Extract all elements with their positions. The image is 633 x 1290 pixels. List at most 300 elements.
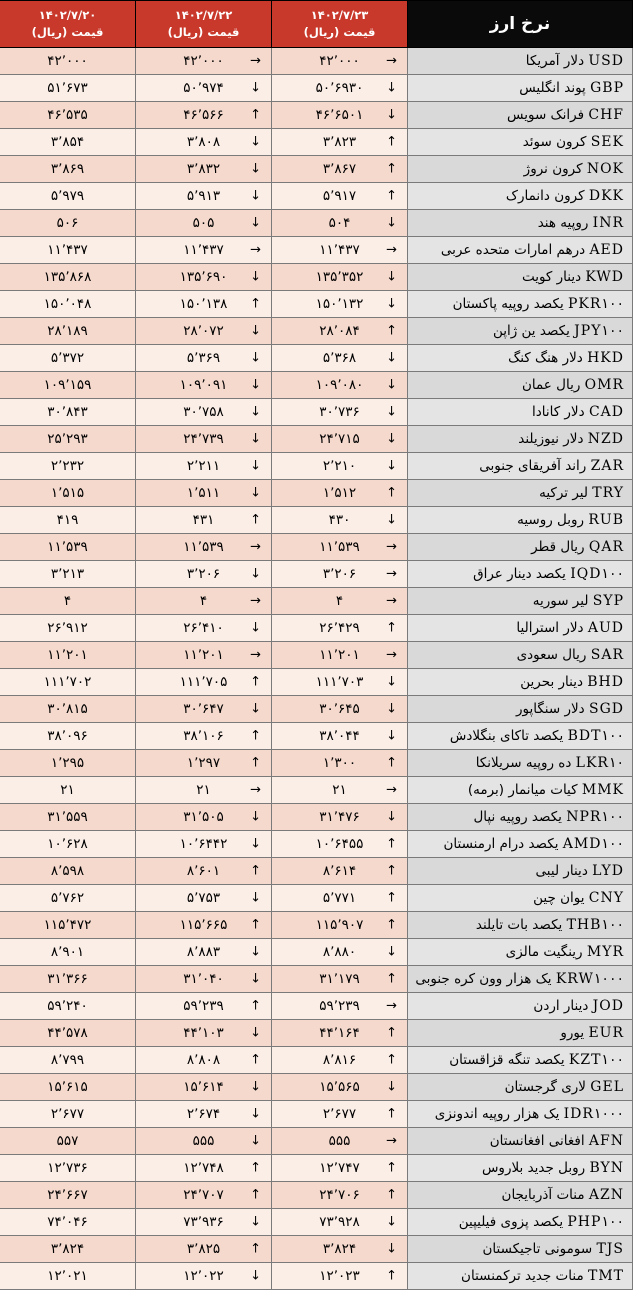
currency-label: منات آذربایجان	[501, 1187, 589, 1203]
rate-cell-day-0	[272, 615, 408, 642]
rate-value: ۱۵٬۶۱۵	[47, 1079, 88, 1095]
currency-code: SEK	[590, 134, 624, 150]
rate-cell-day-0	[272, 912, 408, 939]
trend-arrow-icon: ↓	[386, 80, 397, 96]
currency-label: منات جدید ترکمنستان	[461, 1268, 588, 1284]
table-row	[0, 1236, 633, 1263]
rate-value: ۲۴٬۷۱۵	[319, 431, 360, 447]
rate-value: ۵۹٬۲۴۰	[47, 998, 88, 1014]
trend-arrow-icon: →	[386, 53, 397, 69]
rate-value: ۱۱٬۴۳۷	[183, 242, 224, 258]
rate-cell-day-0	[272, 858, 408, 885]
trend-arrow-icon: ↑	[386, 161, 397, 177]
rate-value: ۵٬۷۷۱	[322, 890, 357, 906]
trend-arrow-icon: ↑	[250, 728, 261, 744]
rate-cell-day-1	[136, 237, 272, 264]
trend-arrow-icon: ↓	[250, 1214, 261, 1230]
trend-arrow-icon: ↑	[386, 863, 397, 879]
rate-value: ۱۱۱٬۷۰۲	[43, 674, 92, 690]
trend-arrow-icon: →	[250, 539, 261, 555]
table-row	[0, 426, 633, 453]
table-row	[0, 669, 633, 696]
rate-cell-day-0	[272, 534, 408, 561]
rate-value: ۳۰٬۸۴۳	[47, 404, 88, 420]
header-day-0-date: ۱۴۰۲/۷/۲۳	[310, 8, 369, 23]
trend-arrow-icon: ↓	[386, 701, 397, 717]
rate-value: ۴۴٬۱۰۳	[183, 1025, 224, 1041]
rate-cell-day-1	[136, 750, 272, 777]
rate-value: ۱۰۹٬۰۸۰	[315, 377, 364, 393]
trend-arrow-icon: ↑	[250, 107, 261, 123]
rate-value: ۲۴٬۶۶۷	[47, 1187, 88, 1203]
table-row	[0, 372, 633, 399]
rate-cell-day-0	[272, 1020, 408, 1047]
rate-cell-day-1	[136, 1101, 272, 1128]
rate-cell-day-1	[136, 426, 272, 453]
table-row	[0, 966, 633, 993]
rate-value: ۲٬۲۳۲	[50, 458, 85, 474]
currency-label: یک هزار روپیه اندونزی	[434, 1106, 564, 1122]
currency-label: روپیه هند	[537, 215, 593, 231]
currency-name-cell	[408, 426, 633, 453]
currency-label: دلار کانادا	[531, 404, 589, 420]
rate-value: ۱۰٬۶۴۵۵	[315, 836, 364, 852]
rate-value: ۵۰۴	[328, 215, 351, 231]
currency-name-cell	[408, 372, 633, 399]
rate-value: ۳٬۸۶۹	[50, 161, 85, 177]
rate-cell-day-0	[272, 210, 408, 237]
trend-arrow-icon: ↑	[386, 1187, 397, 1203]
rate-cell-day-2	[0, 912, 136, 939]
rate-cell-day-2	[0, 345, 136, 372]
trend-arrow-icon: →	[386, 566, 397, 582]
rate-cell-day-0	[272, 1155, 408, 1182]
rate-value: ۳٬۸۰۸	[186, 134, 221, 150]
currency-code: BDT۱۰۰	[567, 728, 624, 744]
currency-name-cell	[408, 588, 633, 615]
trend-arrow-icon: ↓	[250, 161, 261, 177]
rate-cell-day-0	[272, 1074, 408, 1101]
trend-arrow-icon: →	[250, 593, 261, 609]
rate-value: ۳۱٬۵۵۹	[47, 809, 88, 825]
rate-value: ۱۱٬۲۰۱	[319, 647, 360, 663]
rate-cell-day-0	[272, 345, 408, 372]
rate-value: ۸٬۶۱۴	[322, 863, 357, 879]
table-row	[0, 399, 633, 426]
rate-cell-day-1	[136, 102, 272, 129]
rate-cell-day-2	[0, 291, 136, 318]
currency-name-cell	[408, 48, 633, 75]
currency-name-cell	[408, 723, 633, 750]
rate-value: ۴۲٬۰۰۰	[183, 53, 224, 69]
currency-name-cell	[408, 1155, 633, 1182]
rate-cell-day-1	[136, 318, 272, 345]
trend-arrow-icon: ↑	[250, 917, 261, 933]
currency-name-cell	[408, 1182, 633, 1209]
rate-value: ۳٬۸۲۴	[322, 1241, 357, 1257]
trend-arrow-icon: ↓	[250, 458, 261, 474]
rate-value: ۱۲٬۷۴۷	[319, 1160, 360, 1176]
currency-label: کرون دانمارک	[505, 188, 589, 204]
trend-arrow-icon: ↑	[250, 512, 261, 528]
currency-code: SAR	[590, 647, 624, 663]
rate-cell-day-0	[272, 993, 408, 1020]
rate-value: ۱۱۱٬۷۰۳	[315, 674, 364, 690]
rate-cell-day-1	[136, 939, 272, 966]
trend-arrow-icon: ↓	[250, 620, 261, 636]
rate-value: ۸٬۸۰۸	[186, 1052, 221, 1068]
rate-value: ۷۳٬۹۳۶	[183, 1214, 224, 1230]
rate-cell-day-2	[0, 723, 136, 750]
rate-cell-day-2	[0, 264, 136, 291]
table-row	[0, 777, 633, 804]
rate-cell-day-1	[136, 1209, 272, 1236]
trend-arrow-icon: ↑	[386, 1106, 397, 1122]
rate-value: ۸٬۹۰۱	[50, 944, 85, 960]
trend-arrow-icon: →	[386, 242, 397, 258]
currency-code: MMK	[581, 782, 624, 798]
trend-arrow-icon: ↓	[386, 512, 397, 528]
currency-code: EUR	[588, 1025, 624, 1041]
currency-code: SGD	[589, 701, 624, 717]
currency-name-cell	[408, 615, 633, 642]
header-day-1-date: ۱۴۰۲/۷/۲۲	[174, 8, 233, 23]
rate-value: ۲۱	[60, 782, 75, 798]
rate-value: ۲۴٬۷۳۹	[183, 431, 224, 447]
rate-value: ۲۸٬۱۸۹	[47, 323, 88, 339]
table-row	[0, 912, 633, 939]
currency-label: فرانک سویس	[507, 107, 589, 123]
currency-label: کرون نروژ	[523, 161, 587, 177]
rate-cell-day-0	[272, 588, 408, 615]
rate-value: ۴۱۹	[56, 512, 79, 528]
trend-arrow-icon: ↑	[386, 890, 397, 906]
rate-value: ۵٬۹۱۷	[322, 188, 357, 204]
rate-cell-day-2	[0, 615, 136, 642]
rate-cell-day-1	[136, 885, 272, 912]
currency-code: ZAR	[590, 458, 624, 474]
rate-cell-day-1	[136, 1236, 272, 1263]
table-row	[0, 858, 633, 885]
rate-cell-day-0	[272, 507, 408, 534]
rate-cell-day-0	[272, 777, 408, 804]
currency-label: یکصد تنگه قزاقستان	[449, 1052, 569, 1068]
rate-cell-day-0	[272, 642, 408, 669]
currency-name-cell	[408, 399, 633, 426]
trend-arrow-icon: ↑	[386, 1025, 397, 1041]
currency-label: دینار اردن	[533, 998, 593, 1014]
trend-arrow-icon: ↓	[386, 944, 397, 960]
trend-arrow-icon: ↓	[250, 269, 261, 285]
currency-name-cell	[408, 237, 633, 264]
rate-cell-day-2	[0, 102, 136, 129]
rate-cell-day-2	[0, 129, 136, 156]
currency-name-cell	[408, 264, 633, 291]
trend-arrow-icon: ↓	[386, 215, 397, 231]
currency-code: INR	[592, 215, 624, 231]
trend-arrow-icon: ↑	[386, 134, 397, 150]
rate-value: ۳٬۲۰۶	[322, 566, 357, 582]
currency-name-cell	[408, 75, 633, 102]
rate-value: ۳۰٬۶۴۷	[183, 701, 224, 717]
currency-code: AZN	[588, 1187, 624, 1203]
rate-cell-day-1	[136, 696, 272, 723]
rate-cell-day-1	[136, 561, 272, 588]
currency-code: USD	[588, 53, 624, 69]
rate-cell-day-0	[272, 453, 408, 480]
currency-name-cell	[408, 183, 633, 210]
rate-cell-day-0	[272, 318, 408, 345]
table-row	[0, 480, 633, 507]
currency-code: IDR۱۰۰۰	[563, 1106, 624, 1122]
trend-arrow-icon: ↑	[386, 755, 397, 771]
rate-value: ۵۹٬۲۳۹	[183, 998, 224, 1014]
rate-cell-day-0	[272, 885, 408, 912]
currency-name-cell	[408, 453, 633, 480]
currency-label: دلار سنگاپور	[515, 701, 589, 717]
rate-value: ۵۹٬۲۳۹	[319, 998, 360, 1014]
trend-arrow-icon: ↓	[250, 404, 261, 420]
rate-value: ۴۳۱	[192, 512, 215, 528]
rate-value: ۴۶٬۶۵۰۱	[315, 107, 364, 123]
currency-name-cell	[408, 993, 633, 1020]
trend-arrow-icon: ↓	[386, 269, 397, 285]
rate-cell-day-1	[136, 966, 272, 993]
currency-label: دینار لیبی	[535, 863, 593, 879]
rate-value: ۱۱۵٬۹۰۷	[315, 917, 364, 933]
currency-code: HKD	[587, 350, 624, 366]
trend-arrow-icon: ↓	[250, 971, 261, 987]
rate-value: ۱۵٬۶۱۴	[183, 1079, 224, 1095]
currency-code: AED	[589, 242, 624, 258]
currency-label: راند آفریقای جنوبی	[479, 458, 591, 474]
rate-value: ۱۲٬۷۴۸	[183, 1160, 224, 1176]
rate-value: ۱۱۵٬۴۷۲	[43, 917, 92, 933]
rate-value: ۱٬۵۱۵	[50, 485, 85, 501]
table-row	[0, 507, 633, 534]
header-day-0	[272, 1, 408, 48]
currency-label: یکصد روپیه نپال	[473, 809, 567, 825]
currency-name-cell	[408, 102, 633, 129]
rate-cell-day-1	[136, 399, 272, 426]
currency-name-cell	[408, 318, 633, 345]
table-row	[0, 1047, 633, 1074]
trend-arrow-icon: ↓	[250, 836, 261, 852]
table-row	[0, 615, 633, 642]
currency-name-cell	[408, 696, 633, 723]
currency-label: یکصد درام ارمنستان	[443, 836, 563, 852]
rate-cell-day-1	[136, 804, 272, 831]
currency-label: دلار نیوزیلند	[518, 431, 588, 447]
trend-arrow-icon: ↓	[250, 188, 261, 204]
rate-value: ۸٬۵۹۸	[50, 863, 85, 879]
table-row	[0, 291, 633, 318]
rate-value: ۱۵۰٬۰۴۸	[43, 296, 92, 312]
rate-cell-day-0	[272, 102, 408, 129]
rate-cell-day-0	[272, 1047, 408, 1074]
trend-arrow-icon: ↓	[386, 1214, 397, 1230]
rate-cell-day-2	[0, 804, 136, 831]
currency-name-cell	[408, 210, 633, 237]
trend-arrow-icon: →	[386, 539, 397, 555]
currency-code: TMT	[587, 1268, 624, 1284]
currency-label: یکصد تاکای بنگلادش	[449, 728, 568, 744]
rate-cell-day-0	[272, 723, 408, 750]
trend-arrow-icon: →	[386, 1133, 397, 1149]
rate-value: ۳۱٬۰۴۰	[183, 971, 224, 987]
rate-value: ۲٬۶۷۷	[322, 1106, 357, 1122]
trend-arrow-icon: →	[250, 53, 261, 69]
currency-name-cell	[408, 1263, 633, 1290]
rate-cell-day-2	[0, 966, 136, 993]
currency-code: GBP	[590, 80, 624, 96]
currency-name-cell	[408, 129, 633, 156]
rate-value: ۱٬۵۱۲	[322, 485, 357, 501]
currency-label: ریال قطر	[531, 539, 589, 555]
rate-cell-day-0	[272, 669, 408, 696]
currency-label: کرون سوئد	[522, 134, 591, 150]
rate-cell-day-0	[272, 1182, 408, 1209]
trend-arrow-icon: ↓	[250, 566, 261, 582]
rate-value: ۳٬۲۰۶	[186, 566, 221, 582]
header-day-0-label: قیمت (ریال)	[303, 25, 376, 39]
currency-code: MYR	[586, 944, 624, 960]
rate-cell-day-1	[136, 453, 272, 480]
rate-value: ۴	[199, 593, 208, 609]
trend-arrow-icon: ↓	[250, 1025, 261, 1041]
currency-code: IQD۱۰۰	[570, 566, 624, 582]
rate-cell-day-0	[272, 237, 408, 264]
rate-value: ۱۲٬۰۲۱	[47, 1268, 88, 1284]
rate-value: ۱۱٬۵۳۹	[183, 539, 224, 555]
trend-arrow-icon: ↓	[250, 215, 261, 231]
rate-cell-day-0	[272, 129, 408, 156]
currency-name-cell	[408, 1074, 633, 1101]
trend-arrow-icon: ↑	[386, 188, 397, 204]
currency-name-cell	[408, 1020, 633, 1047]
rate-value: ۴	[63, 593, 72, 609]
currency-name-cell	[408, 804, 633, 831]
rate-value: ۵۰۶	[56, 215, 79, 231]
table-row	[0, 1101, 633, 1128]
trend-arrow-icon: ↑	[250, 755, 261, 771]
currency-code: CNY	[588, 890, 624, 906]
rate-cell-day-0	[272, 156, 408, 183]
rate-value: ۳۰٬۸۱۵	[47, 701, 88, 717]
currency-label: افغانی افغانستان	[489, 1133, 589, 1149]
header-day-2	[0, 1, 136, 48]
currency-name-cell	[408, 939, 633, 966]
rate-cell-day-2	[0, 1020, 136, 1047]
rate-cell-day-1	[136, 1155, 272, 1182]
trend-arrow-icon: ↑	[386, 1160, 397, 1176]
rate-value: ۳۰٬۶۴۵	[319, 701, 360, 717]
trend-arrow-icon: ↑	[386, 620, 397, 636]
rate-value: ۵٬۷۵۳	[186, 890, 221, 906]
currency-code: AFN	[588, 1133, 624, 1149]
rate-cell-day-0	[272, 291, 408, 318]
table-row	[0, 588, 633, 615]
trend-arrow-icon: →	[386, 782, 397, 798]
currency-label: یکصد پزوی فیلیپین	[458, 1214, 568, 1230]
rate-value: ۱۳۵٬۳۵۲	[315, 269, 364, 285]
table-row	[0, 534, 633, 561]
rate-cell-day-1	[136, 480, 272, 507]
rate-value: ۱۱٬۵۳۹	[319, 539, 360, 555]
rate-cell-day-0	[272, 696, 408, 723]
currency-code: NZD	[587, 431, 624, 447]
rate-value: ۳٬۸۲۵	[186, 1241, 221, 1257]
trend-arrow-icon: ↑	[386, 917, 397, 933]
trend-arrow-icon: ↓	[250, 701, 261, 717]
trend-arrow-icon: ↑	[250, 1052, 261, 1068]
rate-cell-day-2	[0, 1128, 136, 1155]
currency-code: BYN	[589, 1160, 624, 1176]
rate-value: ۵۵۵	[328, 1133, 351, 1149]
table-row	[0, 75, 633, 102]
rate-cell-day-0	[272, 183, 408, 210]
table-row	[0, 1209, 633, 1236]
rate-cell-day-0	[272, 966, 408, 993]
currency-code: KWD	[585, 269, 624, 285]
table-row	[0, 1263, 633, 1290]
currency-label: روبل جدید بلاروس	[481, 1160, 590, 1176]
currency-name-cell	[408, 1047, 633, 1074]
trend-arrow-icon: ↓	[250, 1133, 261, 1149]
rate-cell-day-2	[0, 1047, 136, 1074]
trend-arrow-icon: ↓	[250, 1079, 261, 1095]
rate-value: ۱۱۵٬۶۶۵	[179, 917, 228, 933]
rate-value: ۵٬۹۷۹	[50, 188, 85, 204]
rate-cell-day-1	[136, 48, 272, 75]
rate-value: ۴۶٬۵۶۶	[183, 107, 224, 123]
currency-code: SYP	[592, 593, 624, 609]
currency-code: BHD	[587, 674, 624, 690]
rate-cell-day-2	[0, 1263, 136, 1290]
rate-cell-day-0	[272, 1236, 408, 1263]
trend-arrow-icon: →	[250, 242, 261, 258]
currency-label: کیات میانمار (برمه)	[467, 782, 582, 798]
rate-cell-day-0	[272, 561, 408, 588]
rate-cell-day-2	[0, 1182, 136, 1209]
rate-value: ۱۰۹٬۱۵۹	[43, 377, 92, 393]
currency-name-cell	[408, 1128, 633, 1155]
rate-cell-day-2	[0, 993, 136, 1020]
rate-value: ۵۰٬۶۹۳۰	[315, 80, 364, 96]
currency-name-cell	[408, 642, 633, 669]
rate-value: ۳٬۸۳۲	[186, 161, 221, 177]
rate-value: ۴۴٬۱۶۴	[319, 1025, 360, 1041]
currency-code: AMD۱۰۰	[562, 836, 624, 852]
rate-cell-day-2	[0, 1155, 136, 1182]
table-row	[0, 210, 633, 237]
rate-cell-day-1	[136, 1182, 272, 1209]
currency-label: یورو	[560, 1025, 589, 1041]
rate-value: ۳۰٬۷۳۶	[319, 404, 360, 420]
table-row	[0, 237, 633, 264]
trend-arrow-icon: ↓	[250, 1268, 261, 1284]
rate-cell-day-2	[0, 426, 136, 453]
rate-value: ۵٬۳۷۲	[50, 350, 85, 366]
rate-value: ۴۳۰	[328, 512, 351, 528]
rate-value: ۱۵٬۵۶۵	[319, 1079, 360, 1095]
currency-label: دلار هنگ کنگ	[508, 350, 588, 366]
currency-code: GEL	[590, 1079, 624, 1095]
rate-cell-day-2	[0, 831, 136, 858]
rate-cell-day-1	[136, 669, 272, 696]
rate-cell-day-1	[136, 210, 272, 237]
rate-value: ۵٬۳۶۸	[322, 350, 357, 366]
